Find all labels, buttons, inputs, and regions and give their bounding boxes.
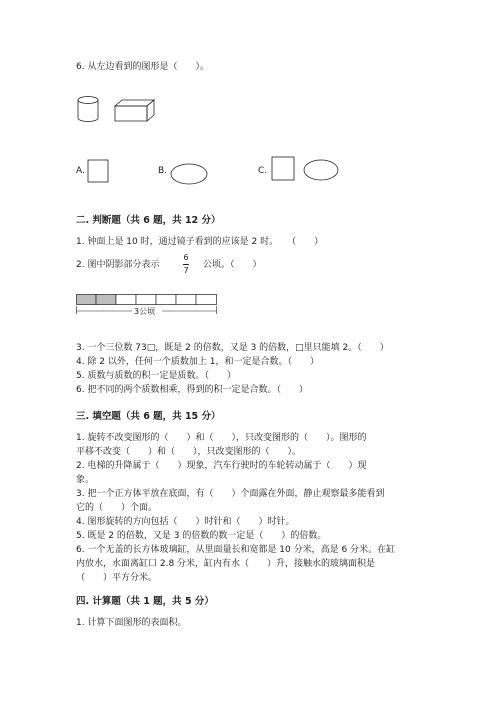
section-2-heading: 二. 判断题（共 6 题，共 12 分） xyxy=(76,215,221,226)
fill-line: 2. 电梯的升降属于（ ）现象，汽车行驶时的车轮转动属于（ ）现 xyxy=(76,461,367,471)
bar-segment xyxy=(96,295,116,305)
fraction-bar xyxy=(183,264,189,265)
bar-segment xyxy=(77,295,97,305)
bar-segment xyxy=(116,295,136,305)
bar-segment xyxy=(136,295,156,305)
cuboid-front xyxy=(115,106,147,121)
fill-line: 5. 既是 2 的倍数，又是 3 的倍数的数一定是（ ）的倍数。 xyxy=(76,531,327,541)
option-b-label: B. xyxy=(158,166,168,176)
fraction-numerator: 6 xyxy=(183,253,189,262)
judge-item-1: 1. 钟面上是 10 时，通过镜子看到的应该是 2 时。 （ ） xyxy=(76,237,324,247)
option-b-ellipse[interactable] xyxy=(170,162,210,186)
cylinder-top xyxy=(78,97,98,104)
fill-line: 平移不改变（ ）和（ ），只改变图形的（ ）。 xyxy=(76,447,302,457)
fill-line: 3. 把一个正方体平放在底面，有（ ）个面露在外面，静止观察最多能看到 xyxy=(76,489,385,499)
judge-item-5: 5. 质数与质数的积一定是质数。（ ） xyxy=(76,371,236,381)
fill-line: 6. 一个无盖的长方体玻璃缸，从里面量长和宽都是 10 分米，高是 6 分米。在缸 xyxy=(76,545,396,555)
fill-line: 内放水，水面离缸口 2.8 分米，缸内有水（ ）升，接触水的玻璃面积是 xyxy=(76,559,376,569)
question-6-text: 6. 从左边看到的图形是（ ）。 xyxy=(76,62,209,72)
calc-item-1: 1. 计算下面图形的表面积。 xyxy=(76,618,187,628)
judge-item-2-suffix: 公顷。（ ） xyxy=(203,260,262,270)
option-c-label: C. xyxy=(258,166,268,176)
fill-line: 它的（ ）个面。 xyxy=(76,503,158,513)
fill-line: 4. 图形旋转的方向包括（ ）时针和（ ）时针。 xyxy=(76,517,295,527)
fill-line: 1. 旋转不改变图形的（ ）和（ ），只改变图形的（ ）。图形的 xyxy=(76,433,367,443)
option-a-rectangle[interactable] xyxy=(87,159,109,183)
bar-total-label: 3公顷 xyxy=(134,307,156,316)
fill-line: 象。 xyxy=(76,475,95,485)
option-c-rectangle-and-ellipse[interactable] xyxy=(271,156,341,182)
judge-item-3: 3. 一个三位数 73□，既是 2 的倍数，又是 3 的倍数，□里只能填 2。（ ） xyxy=(76,343,389,353)
judge-item-6: 6. 把不同的两个质数相乘，得到的积一定是合数。（ ） xyxy=(76,385,308,395)
bar-segment xyxy=(196,295,217,305)
cuboid-side xyxy=(147,100,154,121)
judge-item-4: 4. 除 2 以外，任何一个质数加上 1，和一定是合数。（ ） xyxy=(76,357,319,367)
judge-item-2-prefix: 2. 图中阴影部分表示 xyxy=(76,260,160,270)
fraction-denominator: 7 xyxy=(183,266,189,275)
cylinder-bottom xyxy=(78,118,98,122)
bar-segment xyxy=(176,295,196,305)
cylinder-and-cuboid-figure xyxy=(75,95,165,125)
option-a-label: A. xyxy=(76,166,85,176)
bar-segment xyxy=(156,295,176,305)
section-3-heading: 三. 填空题（共 6 题，共 15 分） xyxy=(76,411,221,422)
section-4-heading: 四. 计算题（共 1 题，共 5 分） xyxy=(76,596,214,607)
fill-line: （ ）平方分米。 xyxy=(76,573,158,583)
